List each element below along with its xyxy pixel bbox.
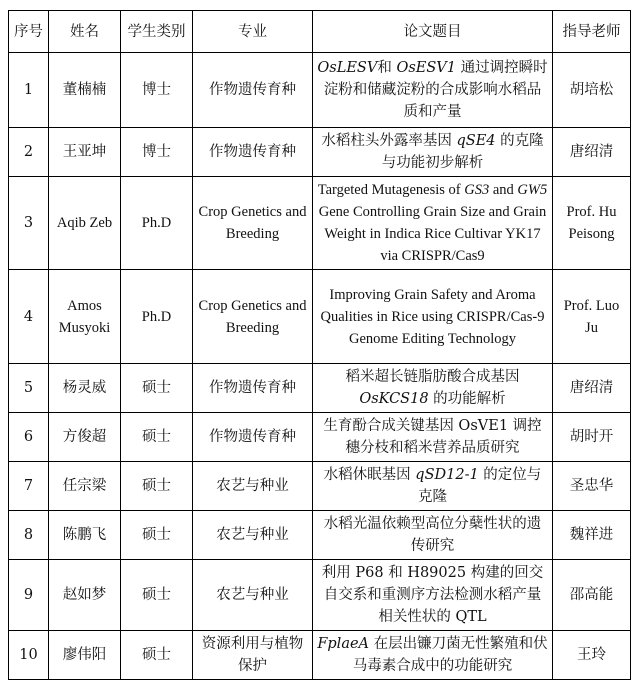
cell-advisor: 魏祥进	[553, 511, 631, 560]
table-row	[9, 631, 631, 680]
title-text: 水稻柱头外露率基因	[321, 133, 457, 149]
table-header	[9, 11, 631, 53]
cell-advisor: Prof. Hu Peisong	[553, 177, 631, 270]
cell-name: 赵如梦	[49, 560, 121, 631]
cell-advisor: Prof. Luo Ju	[553, 270, 631, 364]
title-text: Gene Controlling Grain Size and Grain Weight in Indica Rice Cultivar YK17 via CRISPR/Cas9	[318, 204, 547, 264]
title-text: 和	[377, 60, 397, 76]
table-row	[9, 177, 631, 270]
cell-name: 董楠楠	[49, 53, 121, 128]
cell-student-type: 博士	[121, 53, 193, 128]
cell-number: 10	[9, 631, 49, 680]
cell-student-type: 硕士	[121, 511, 193, 560]
cell-advisor: 唐绍清	[553, 128, 631, 177]
cell-name: 陈鹏飞	[49, 511, 121, 560]
gene-name: FplaeA	[317, 636, 370, 652]
header-student-type: 学生类别	[121, 11, 193, 53]
cell-major: 资源利用与植物保护	[193, 631, 313, 680]
cell-number: 3	[9, 177, 49, 270]
cell-number: 5	[9, 364, 49, 413]
cell-student-type: Ph.D	[121, 270, 193, 364]
cell-thesis-title	[313, 364, 553, 413]
cell-thesis-title	[313, 177, 553, 270]
title-text: 稻米超长链脂肪酸合成基因	[345, 369, 520, 385]
cell-student-type: 硕士	[121, 364, 193, 413]
cell-thesis-title	[313, 560, 553, 631]
cell-student-type: 博士	[121, 128, 193, 177]
cell-number: 1	[9, 53, 49, 128]
cell-student-type: 硕士	[121, 413, 193, 462]
cell-major: 农艺与种业	[193, 511, 313, 560]
cell-name: 杨灵威	[49, 364, 121, 413]
cell-advisor: 胡培松	[553, 53, 631, 128]
title-text: Improving Grain Safety and Aroma Qualities in Rice using CRISPR/Cas-9 Genome Editing Technology	[320, 286, 545, 347]
cell-major: 作物遗传育种	[193, 53, 313, 128]
gene-name: OsKCS18	[359, 391, 429, 407]
title-text: 水稻休眠基因	[323, 467, 416, 483]
title-text: 的功能解析	[428, 391, 506, 407]
cell-major: Crop Genetics and Breeding	[193, 270, 313, 364]
cell-advisor: 王玲	[553, 631, 631, 680]
cell-number: 6	[9, 413, 49, 462]
title-text: 通过调控瞬时淀粉和储藏淀粉的合成影响水稻品质和产量	[323, 60, 548, 120]
cell-name: 王亚坤	[49, 128, 121, 177]
title-text: 生育酚合成关键基因 OsVE1 调控穗分枝和稻米营养品质研究	[323, 418, 542, 456]
gene-name: GW5	[517, 182, 548, 198]
thesis-table	[8, 10, 631, 680]
cell-major: Crop Genetics and Breeding	[193, 177, 313, 270]
cell-name: 方俊超	[49, 413, 121, 462]
gene-name: OsLESV	[317, 60, 378, 76]
header-name: 姓名	[49, 11, 121, 53]
title-text: 利用 P68 和 H89025 构建的回交自交系和重测序方法检测水稻产量相关性状的 QTL	[321, 565, 544, 625]
gene-name: qSD12-1	[415, 467, 479, 483]
title-text: 的克隆与功能初步解析	[381, 133, 544, 171]
cell-student-type: 硕士	[121, 462, 193, 511]
table-row	[9, 511, 631, 560]
gene-name: qSE4	[456, 133, 496, 149]
cell-number: 8	[9, 511, 49, 560]
header-major: 专业	[193, 11, 313, 53]
cell-number: 9	[9, 560, 49, 631]
cell-student-type: 硕士	[121, 560, 193, 631]
header-advisor: 指导老师	[553, 11, 631, 53]
gene-name: OsESV1	[396, 60, 456, 76]
cell-name: 廖伟阳	[49, 631, 121, 680]
cell-major: 作物遗传育种	[193, 128, 313, 177]
cell-advisor: 邵高能	[553, 560, 631, 631]
cell-student-type: Ph.D	[121, 177, 193, 270]
cell-advisor: 胡时开	[553, 413, 631, 462]
cell-major: 作物遗传育种	[193, 413, 313, 462]
title-text: and	[489, 182, 518, 198]
cell-thesis-title	[313, 413, 553, 462]
table-row	[9, 53, 631, 128]
table-row	[9, 270, 631, 364]
title-text: 在层出镰刀菌无性繁殖和伏马毒素合成中的功能研究	[352, 636, 548, 674]
cell-thesis-title	[313, 462, 553, 511]
cell-major: 作物遗传育种	[193, 364, 313, 413]
header-row	[9, 11, 631, 53]
cell-number: 4	[9, 270, 49, 364]
cell-thesis-title	[313, 128, 553, 177]
table-row	[9, 462, 631, 511]
cell-name: 任宗梁	[49, 462, 121, 511]
title-text: 水稻光温依赖型高位分蘖性状的遗传研究	[323, 516, 542, 554]
title-text: Targeted Mutagenesis of	[317, 182, 465, 198]
gene-name: GS3	[464, 182, 490, 198]
cell-advisor: 唐绍清	[553, 364, 631, 413]
cell-name: Aqib Zeb	[49, 177, 121, 270]
cell-thesis-title	[313, 53, 553, 128]
cell-thesis-title	[313, 511, 553, 560]
cell-number: 2	[9, 128, 49, 177]
title-text: 的定位与克隆	[418, 467, 542, 505]
header-number: 序号	[9, 11, 49, 53]
cell-number: 7	[9, 462, 49, 511]
cell-major: 农艺与种业	[193, 560, 313, 631]
table-body	[9, 53, 631, 680]
table-row	[9, 364, 631, 413]
table-row	[9, 128, 631, 177]
cell-major: 农艺与种业	[193, 462, 313, 511]
cell-thesis-title	[313, 270, 553, 364]
cell-name: Amos Musyoki	[49, 270, 121, 364]
cell-advisor: 圣忠华	[553, 462, 631, 511]
cell-thesis-title	[313, 631, 553, 680]
header-thesis-title: 论文题目	[313, 11, 553, 53]
table-row	[9, 413, 631, 462]
table-row	[9, 560, 631, 631]
cell-student-type: 硕士	[121, 631, 193, 680]
